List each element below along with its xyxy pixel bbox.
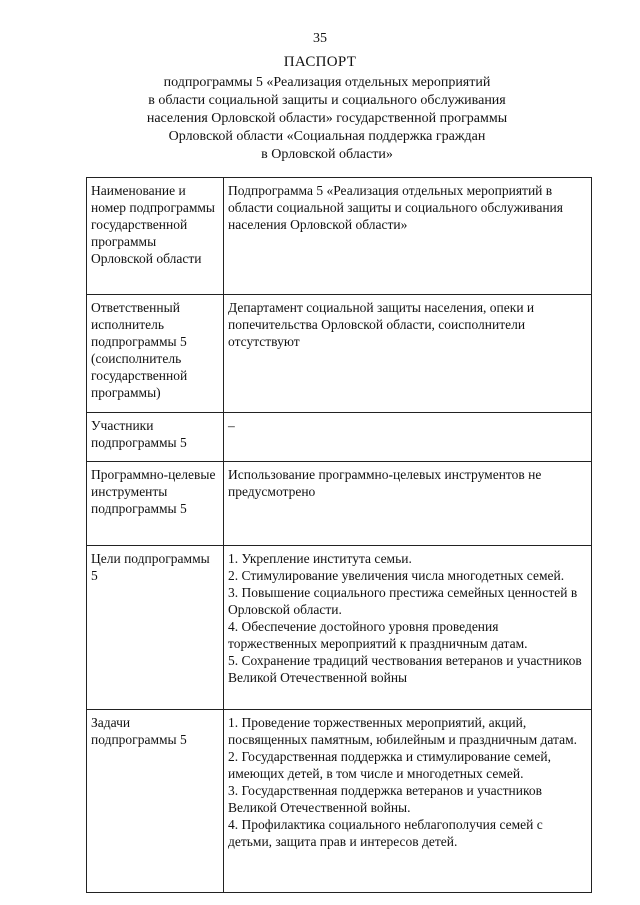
subtitle-line: населения Орловской области» государственной программы	[146, 111, 508, 126]
table-row	[87, 178, 592, 295]
row-value	[224, 413, 592, 462]
row-value	[224, 710, 592, 893]
row-value	[224, 462, 592, 546]
subtitle-line: в Орловской области»	[261, 147, 393, 162]
value-line: 2. Государственная поддержка и стимулирование семей, имеющих детей, в том числе и многодетных семей.	[228, 749, 552, 781]
value-line: 2. Стимулирование увеличения числа многодетных семей.	[228, 568, 565, 583]
value-line: 5. Сохранение традиций чествования ветеранов и участников Великой Отечественной войны	[228, 653, 582, 685]
row-label: Наименование и номер подпрограммы государственной программы Орловской области	[87, 178, 224, 295]
value-line: –	[228, 418, 235, 433]
passport-table	[86, 177, 592, 893]
subtitle-line: подпрограммы 5 «Реализация отдельных мероприятий	[163, 75, 491, 90]
document-subtitle	[90, 74, 564, 164]
row-label: Задачи подпрограммы 5	[87, 710, 224, 893]
row-label: Программно-целевые инструменты подпрограммы 5	[87, 462, 224, 546]
table-row	[87, 546, 592, 710]
table-row	[87, 295, 592, 413]
value-line: 3. Повышение социального престижа семейных ценностей в Орловской области.	[228, 585, 578, 617]
value-line: 1. Укрепление института семьи.	[228, 551, 412, 566]
row-value	[224, 295, 592, 413]
row-label: Ответственный исполнитель подпрограммы 5 (соисполнитель государственной программы)	[87, 295, 224, 413]
value-line: 1. Проведение торжественных мероприятий, акций, посвященных памятным, юбилейным и праздничным датам.	[228, 715, 578, 747]
value-line: Использование программно-целевых инструментов не предусмотрено	[228, 467, 542, 499]
table-row	[87, 413, 592, 462]
value-line: 3. Государственная поддержка ветеранов и участников Великой Отечественной войны.	[228, 783, 542, 815]
table-row	[87, 710, 592, 893]
value-line: 4. Обеспечение достойного уровня проведения торжественных мероприятий к праздничным датам.	[228, 619, 528, 651]
subtitle-line: Орловской области «Социальная поддержка граждан	[168, 129, 486, 144]
subtitle-line: в области социальной защиты и социального обслуживания	[148, 93, 506, 108]
value-line: Департамент социальной защиты населения, опеки и попечительства Орловской области, соисполнители отсутствуют	[228, 300, 535, 349]
table-row	[87, 462, 592, 546]
value-line: Подпрограмма 5 «Реализация отдельных мероприятий в области социальной защиты и социального обслуживания населения Орловской области»	[228, 183, 563, 232]
page-number: 35	[313, 31, 327, 46]
row-label: Цели подпрограммы 5	[87, 546, 224, 710]
value-line: 4. Профилактика социального неблагополучия семей с детьми, защита прав и интересов детей.	[228, 817, 543, 849]
row-value	[224, 178, 592, 295]
row-value	[224, 546, 592, 710]
row-label: Участники подпрограммы 5	[87, 413, 224, 462]
document-title: ПАСПОРТ	[283, 54, 357, 70]
